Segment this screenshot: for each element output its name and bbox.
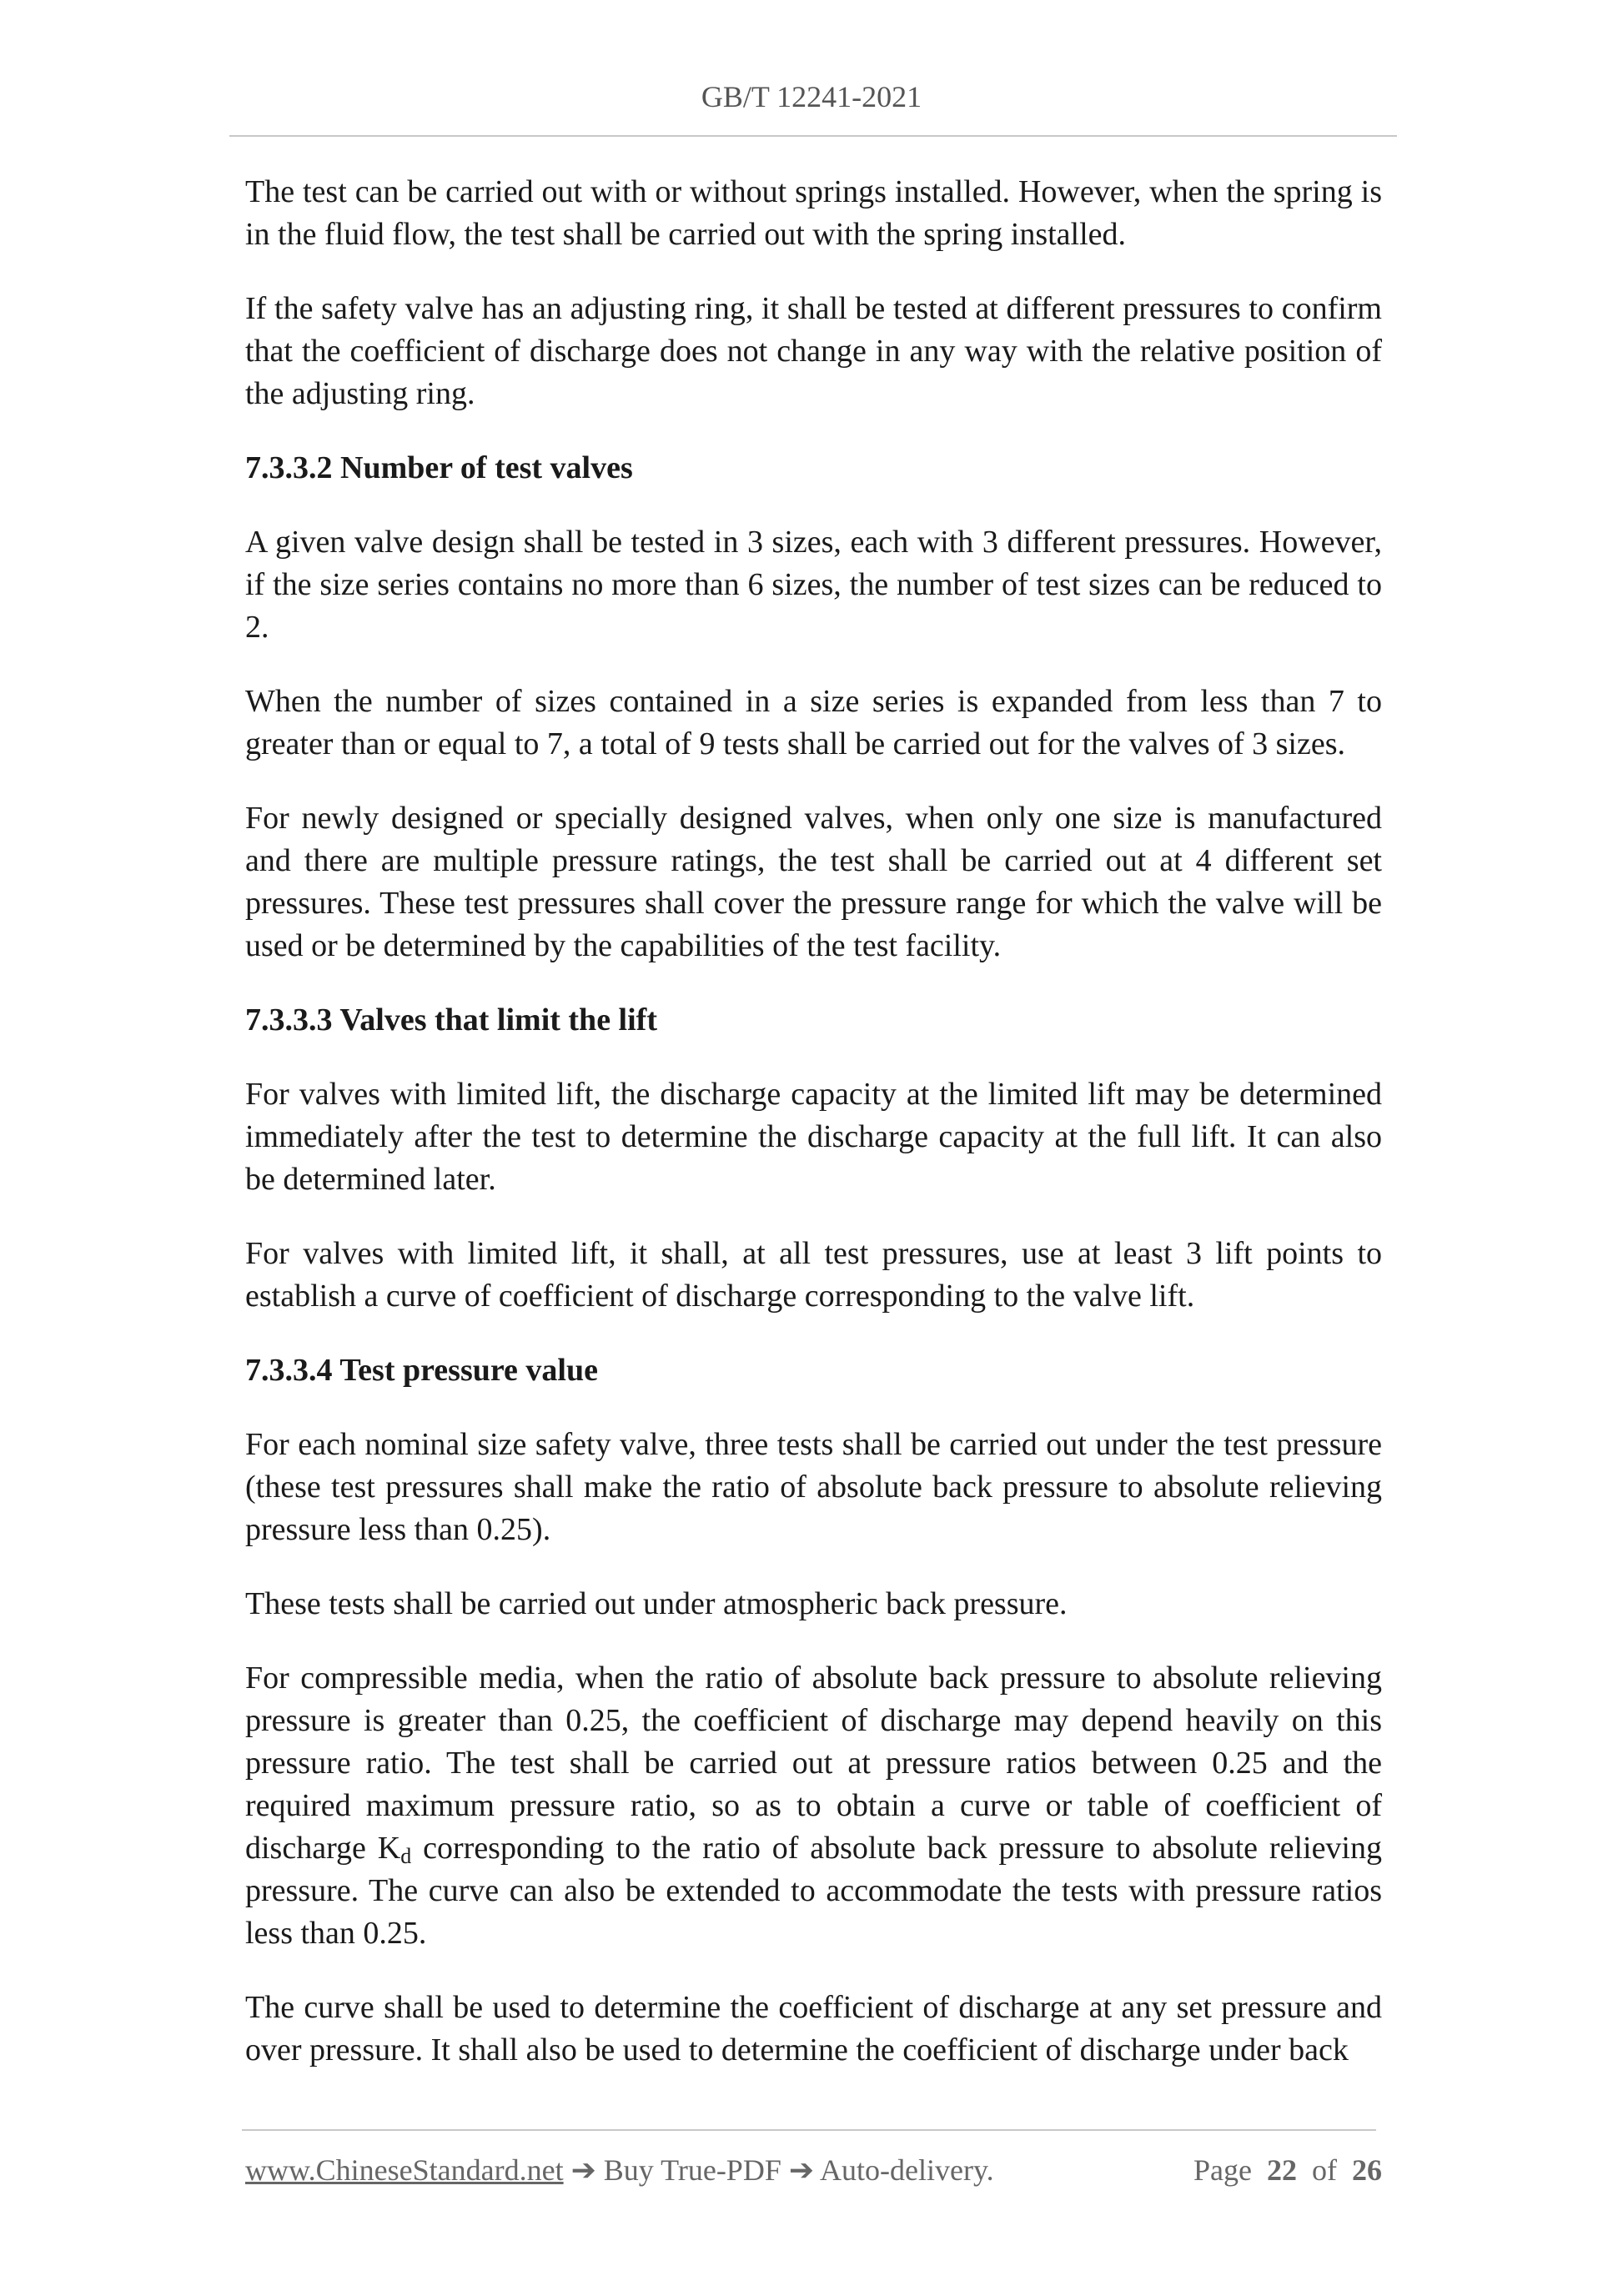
section-heading: 7.3.3.3 Valves that limit the lift <box>245 1002 657 1037</box>
footer-left <box>245 2150 994 2190</box>
total-pages: 26 <box>1352 2153 1382 2187</box>
paragraph: For valves with limited lift, it shall, at all test pressures, use at least 3 lift points to establish a curve of coefficient of discharge corresponding to the valve lift. <box>245 1236 1382 1314</box>
document-header: GB/T 12241-2021 <box>701 80 922 113</box>
paragraph <box>245 1657 1382 1955</box>
arrow-right-icon: ➔ <box>788 2153 815 2187</box>
paragraph: When the number of sizes contained in a size series is expanded from less than 7 to greater than or equal to 7, a total of 9 tests shall be carried out for the valves of 3 sizes. <box>245 684 1382 761</box>
of-label: of <box>1312 2153 1337 2187</box>
page-content <box>245 171 1382 2103</box>
page-label: Page <box>1193 2153 1252 2187</box>
paragraph: A given valve design shall be tested in 3 sizes, each with 3 different pressures. However, if the size series contains no more than 6 sizes, the number of test sizes can be reduced to 2. <box>245 525 1382 645</box>
paragraph-text: corresponding to the ratio of absolute back pressure to absolute relieving pressure. The curve can also be extended to accommodate the tests with pressure ratios less than 0.25. <box>245 1831 1382 1951</box>
header-divider <box>229 135 1397 137</box>
footer-divider <box>242 2129 1376 2131</box>
buy-text: Buy True-PDF <box>595 2153 789 2187</box>
current-page: 22 <box>1267 2153 1297 2187</box>
page-number <box>1193 2150 1382 2190</box>
paragraph: The curve shall be used to determine the coefficient of discharge at any set pressure and over pressure. It shall also be used to determine the coefficient of discharge under back <box>245 1990 1382 2067</box>
paragraph: For valves with limited lift, the discharge capacity at the limited lift may be determined immediately after the test to determine the discharge capacity at the full lift. It can also be determined later. <box>245 1077 1382 1197</box>
paragraph: If the safety valve has an adjusting ring, it shall be tested at different pressures to confirm that the coefficient of discharge does not change in any way with the relative position of the adjusting ring. <box>245 291 1382 411</box>
paragraph: For newly designed or specially designed valves, when only one size is manufactured and there are multiple pressure ratings, the test shall be carried out at 4 different set pressures. These test pressures shall cover the pressure range for which the valve will be used or be determined by the capabilities of the test facility. <box>245 801 1382 963</box>
site-link[interactable]: www.ChineseStandard.net <box>245 2153 564 2187</box>
arrow-right-icon: ➔ <box>570 2153 596 2187</box>
paragraph: These tests shall be carried out under atmospheric back pressure. <box>245 1586 1068 1621</box>
delivery-text: Auto-delivery. <box>814 2153 994 2187</box>
subscript: d <box>400 1844 412 1868</box>
paragraph-text: For compressible media, when the ratio of absolute back pressure to absolute relieving pressure is greater than 0.25, the coefficient of discharge may depend heavily on this pressure ratio. The test shall be carried out at pressure ratios between 0.25 and the required maximum pressure ratio, so as to obtain a curve or table of coefficient of discharge K <box>245 1660 1382 1866</box>
section-heading: 7.3.3.4 Test pressure value <box>245 1353 598 1388</box>
paragraph: The test can be carried out with or without springs installed. However, when the spring is in the fluid flow, the test shall be carried out with the spring installed. <box>245 174 1382 252</box>
section-heading: 7.3.3.2 Number of test valves <box>245 450 633 485</box>
paragraph: For each nominal size safety valve, three tests shall be carried out under the test pressure (these test pressures shall make the ratio of absolute back pressure to absolute relieving pressure less than 0.25). <box>245 1427 1382 1547</box>
